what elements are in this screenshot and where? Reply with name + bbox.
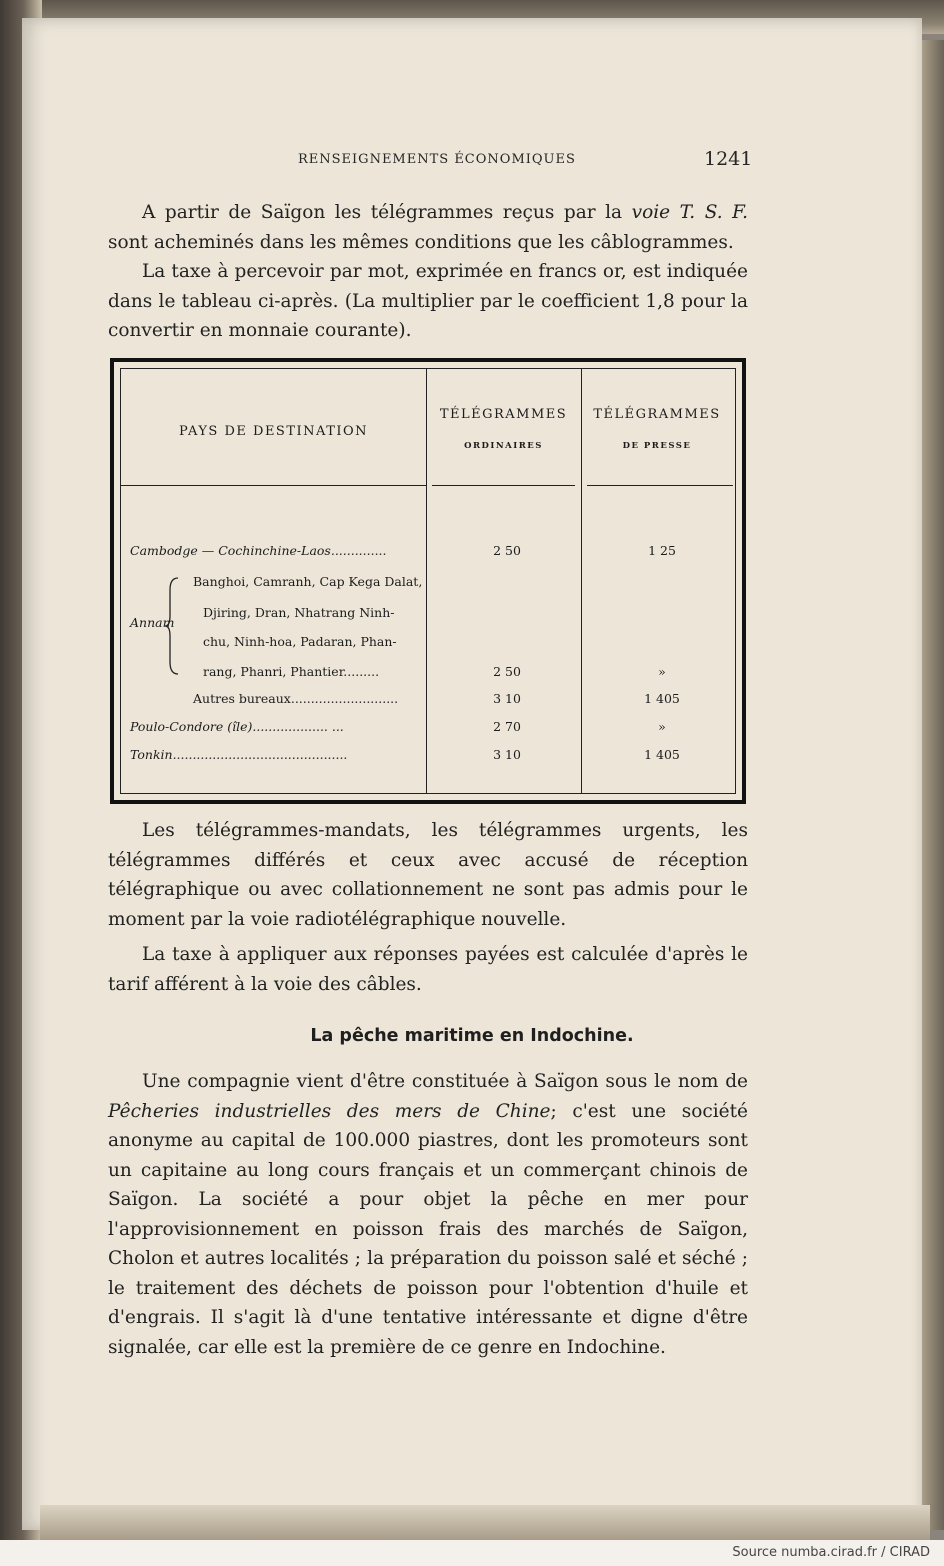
row-poulo-label	[130, 719, 344, 734]
row-autres-text: Autres bureaux	[193, 691, 291, 706]
intro-paragraph-1	[108, 198, 748, 257]
row-annam-group-label: Annam	[130, 615, 175, 630]
row-annam-line-2: Djiring, Dran, Nhatrang Ninh-	[203, 605, 395, 620]
intro-p1-text-end: sont acheminés dans les mêmes conditions que les câblogrammes.	[108, 231, 734, 253]
page-number: 1241	[704, 148, 753, 170]
section-text-end: ; c'est une société anonyme au capital de 100.000 piastres, dont les promoteurs sont un capitaine au long cours français et un commerçant chinois de Saïgon. La société a pour objet la pêche en mer pour l'approvisionnement en poisson frais des marchés de Saïgon, Cholon et autres localités ; la préparation du poisson salé et séché ; le traitement des déchets de poisson pour l'obtention d'huile et d'engrais. Il s'agit là d'une tentative intéressante et digne d'être signalée, car elle est la première de ce genre en Indochine.	[108, 1100, 748, 1358]
row-poulo-ordinaires: 2 70	[493, 719, 521, 734]
row-tonkin-text: Tonkin	[130, 747, 173, 762]
section-body	[108, 1067, 748, 1362]
row-cambodge-label	[130, 543, 387, 558]
row-poulo-presse: »	[658, 719, 666, 734]
row-annam-line-1: Banghoi, Camranh, Cap Kega Dalat,	[193, 574, 423, 589]
row-tonkin-presse: 1 405	[644, 747, 680, 762]
running-head: RENSEIGNEMENTS ÉCONOMIQUES	[298, 152, 576, 167]
annam-brace	[164, 576, 180, 676]
col-header-destination: PAYS DE DESTINATION	[178, 424, 369, 439]
after-table-text	[108, 816, 748, 999]
header-divider-1	[121, 485, 426, 486]
row-annam-ordinaires: 2 50	[493, 664, 521, 679]
header-divider-2	[432, 485, 575, 486]
col-subheader-presse: DE PRESSE	[622, 441, 692, 451]
row-annam-presse: »	[658, 664, 666, 679]
row-autres-leader: ...........................	[290, 691, 399, 706]
col-header-presse: TÉLÉGRAMMES	[593, 407, 721, 422]
col-header-ordinaires: TÉLÉGRAMMES	[439, 407, 568, 422]
intro-paragraph-2: La taxe à percevoir par mot, exprimée en francs or, est indiquée dans le tableau ci-après. (La multiplier par le coefficient 1,8 pour la convertir en monnaie courante).	[108, 261, 748, 341]
row-autres-ordinaires: 3 10	[493, 691, 521, 706]
row-autres-label	[193, 691, 398, 706]
row-cambodge-presse: 1 25	[648, 543, 676, 558]
section-text-start: Une compagnie vient d'être constituée à Saïgon sous le nom de	[142, 1071, 748, 1092]
row-tonkin-label	[130, 747, 347, 762]
section-title: La pêche maritime en Indochine.	[310, 1026, 634, 1046]
row-annam-line-3: chu, Ninh-hoa, Padaran, Phan-	[203, 634, 397, 649]
after-table-paragraph-1: Les télégrammes-mandats, les télégrammes urgents, les télégrammes différés et ceux avec accusé de réception télégraphique ou avec collationnement ne sont pas admis pour le moment par la voie radiotélégraphique nouvelle.	[108, 820, 748, 930]
page-bottom-edge	[40, 1505, 930, 1540]
row-cambodge-text: Cambodge — Cochinchine-Laos	[130, 543, 331, 558]
intro-text	[108, 198, 748, 346]
row-cambodge-leader: ..............	[330, 543, 387, 558]
row-poulo-leader: ................... ...	[252, 719, 344, 734]
after-table-paragraph-2: La taxe à appliquer aux réponses payées est calculée d'après le tarif afférent à la voie des câbles.	[108, 944, 748, 995]
header-divider-3	[587, 485, 733, 486]
source-credit: Source numba.cirad.fr / CIRAD	[732, 1545, 930, 1560]
intro-voie-tsf: voie T. S. F.	[631, 202, 749, 223]
intro-p1-text: A partir de Saïgon les télégrammes reçus par la	[142, 202, 632, 223]
col-subheader-ordinaires: ORDINAIRES	[464, 441, 543, 451]
column-divider-1	[426, 369, 427, 793]
section-paragraph	[108, 1067, 748, 1362]
row-tonkin-ordinaires: 3 10	[493, 747, 521, 762]
row-cambodge-ordinaires: 2 50	[493, 543, 521, 558]
row-tonkin-leader: ............................................	[172, 747, 348, 762]
row-annam-line-4: rang, Phanri, Phantier.........	[203, 664, 380, 679]
row-autres-presse: 1 405	[644, 691, 680, 706]
company-name: Pêcheries industrielles des mers de Chine	[108, 1100, 551, 1122]
row-poulo-text: Poulo-Condore (île)	[130, 719, 253, 734]
